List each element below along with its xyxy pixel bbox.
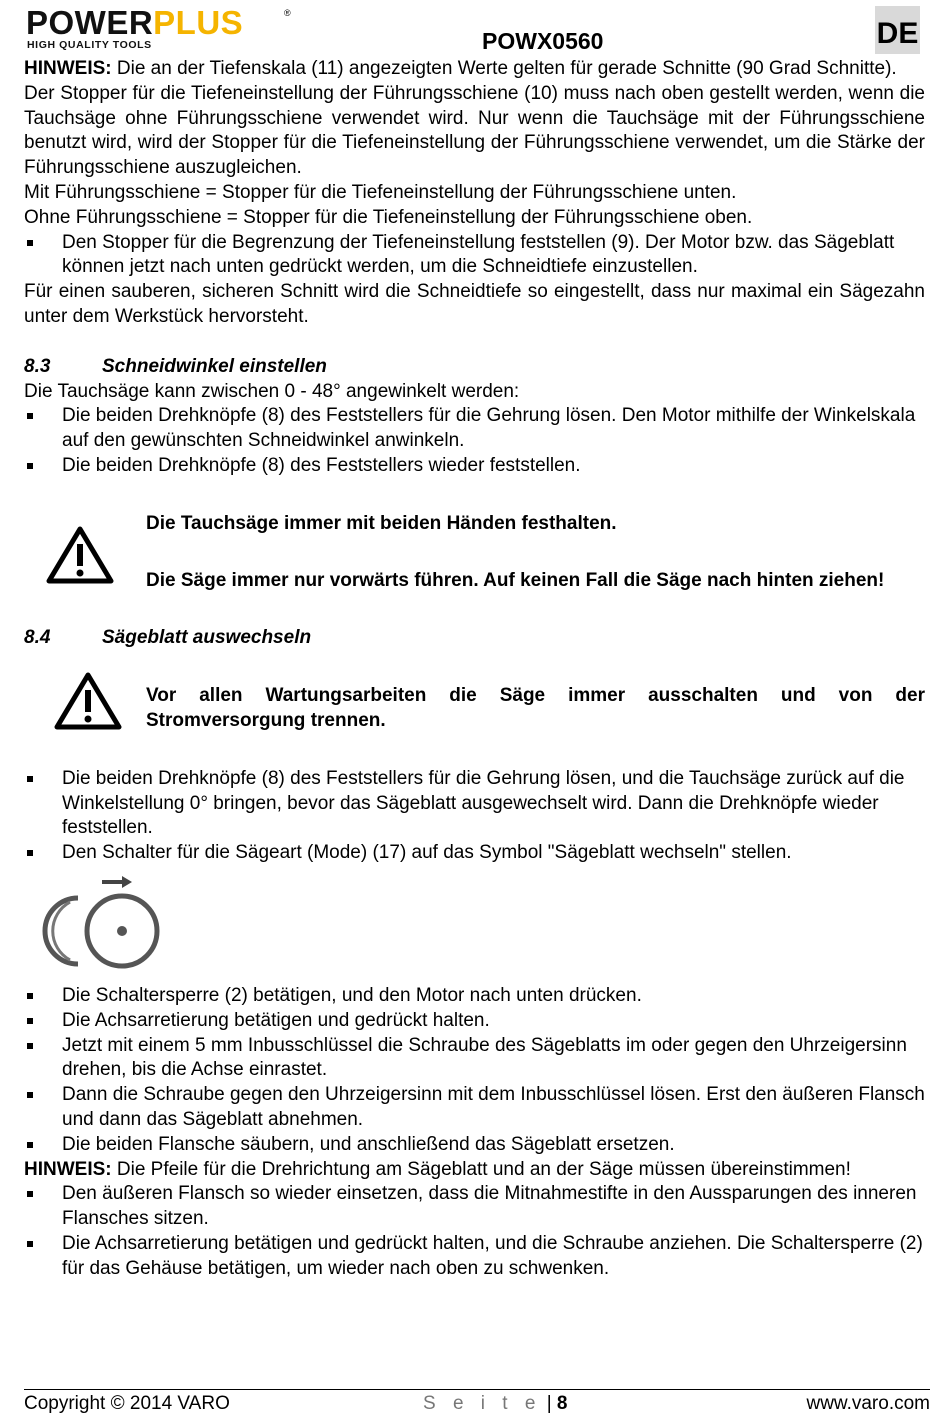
bullet-item: Die beiden Drehknöpfe (8) des Feststellers für die Gehrung lösen, und die Tauchsäge zurück auf die Winkelstellung 0° bringen, bevor das Sägeblatt ausgewechselt wird. Dann die Drehknöpfe wieder feststellen.: [24, 767, 925, 841]
warning-text: Die Tauchsäge immer mit beiden Händen festhalten.: [146, 512, 617, 534]
logo-registered-mark: ®: [284, 8, 291, 18]
footer-divider: [24, 1389, 930, 1390]
bullet-item: Die beiden Flansche säubern, und anschließend das Sägeblatt ersetzen.: [24, 1133, 925, 1158]
warning-text: Die Säge immer nur vorwärts führen. Auf keinen Fall die Säge nach hinten ziehen!: [146, 569, 885, 591]
bullet-item: Die beiden Drehknöpfe (8) des Feststellers wieder feststellen.: [24, 454, 925, 479]
bullet-item: Die Achsarretierung betätigen und gedrückt halten.: [24, 1009, 925, 1034]
logo-wordmark: POWERPLUS: [26, 4, 244, 41]
hinweis-label: HINWEIS:: [24, 1158, 112, 1180]
section-heading-8-4: 8.4 Sägeblatt auswechseln: [24, 627, 312, 649]
powerplus-logo: [26, 4, 296, 51]
symbol-area: [24, 866, 925, 984]
warning-block: [24, 512, 925, 594]
bullet-item: Dann die Schraube gegen den Uhrzeigersinn mit dem Inbusschlüssel lösen. Erst den äußeren Flansch und dann das Sägeblatt abnehmen.: [24, 1083, 925, 1133]
hinweis-label: HINWEIS:: [24, 58, 112, 79]
page-number: 8: [556, 1393, 568, 1414]
hinweis-note: [24, 1158, 925, 1183]
paragraph: Ohne Führungsschiene = Stopper für die Tiefeneinstellung der Führungsschiene oben.: [24, 206, 753, 228]
footer-website-link[interactable]: www.varo.com: [806, 1393, 930, 1414]
blade-change-symbol-icon: [38, 876, 164, 971]
paragraph: Die Tauchsäge kann zwischen 0 - 48° angewinkelt werden:: [24, 380, 520, 402]
warning-block: [24, 684, 925, 734]
page-label: S e i t e: [423, 1393, 542, 1414]
warning-triangle-icon: [46, 526, 114, 584]
paragraph: Für einen sauberen, sicheren Schnitt wird die Schneidtiefe so eingestellt, dass nur maximal ein Sägezahn unter dem Werkstück hervorsteht.: [24, 281, 925, 327]
bullet-item: Den Schalter für die Sägeart (Mode) (17) auf das Symbol "Sägeblatt wechseln" stellen.: [24, 841, 925, 866]
bullet-item: Die Achsarretierung betätigen und gedrückt halten, und die Schraube anziehen. Die Schaltersperre (2) für das Gehäuse betätigen, um wieder nach oben zu schwenken.: [24, 1232, 925, 1282]
model-number: POWX0560: [482, 28, 604, 54]
bullet-item: Den äußeren Flansch so wieder einsetzen, dass die Mitnahmestifte in den Aussparungen des inneren Flansches sitzen.: [24, 1182, 925, 1232]
paragraph: Der Stopper für die Tiefeneinstellung der Führungsschiene (10) muss nach oben gestellt werden, wenn die Tauchsäge ohne Führungsschiene verwendet wird. Nur wenn die Tauchsäge mit der Führungsschiene benutzt wird, wird der Stopper für die Tiefeneinstellung der Führungsschiene verwendet, um die Stärke der Führungsschiene auszugleichen.: [24, 82, 925, 179]
warning-triangle-icon: [54, 672, 122, 730]
page-separator: |: [541, 1393, 557, 1414]
hinweis-note: [24, 57, 925, 82]
language-badge: DE: [875, 6, 920, 54]
bullet-item: Den Stopper für die Begrenzung der Tiefeneinstellung feststellen (9). Der Motor bzw. das Sägeblatt können jetzt nach unten gedrückt werden, um die Schneidtiefe einzustellen.: [24, 231, 925, 281]
warning-text: Vor allen Wartungsarbeiten die Säge immer ausschalten und von der Stromversorgung trennen.: [146, 685, 925, 731]
hinweis-text: Die an der Tiefenskala (11) angezeigten Werte gelten für gerade Schnitte (90 Grad Schnitte).: [111, 58, 897, 79]
section-heading-8-3: 8.3 Schneidwinkel einstellen: [24, 355, 327, 377]
footer-copyright: Copyright © 2014 VARO: [24, 1393, 230, 1414]
paragraph: Mit Führungsschiene = Stopper für die Tiefeneinstellung der Führungsschiene unten.: [24, 181, 737, 203]
bullet-item: Die Schaltersperre (2) betätigen, und den Motor nach unten drücken.: [24, 984, 925, 1009]
bullet-item: Jetzt mit einem 5 mm Inbusschlüssel die Schraube des Sägeblatts im oder gegen den Uhrzeigersinn drehen, bis die Achse einrastet.: [24, 1034, 925, 1084]
footer-page-indicator: [423, 1393, 568, 1415]
page-content: [24, 57, 925, 1281]
logo-tagline: HIGH QUALITY TOOLS: [27, 39, 152, 51]
bullet-item: Die beiden Drehknöpfe (8) des Feststellers für die Gehrung lösen. Den Motor mithilfe der Winkelskala auf den gewünschten Schneidwinkel anwinkeln.: [24, 404, 925, 454]
page-header: [0, 0, 950, 56]
hinweis-text: Die Pfeile für die Drehrichtung am Sägeblatt und an der Säge müssen übereinstimmen!: [111, 1158, 851, 1180]
